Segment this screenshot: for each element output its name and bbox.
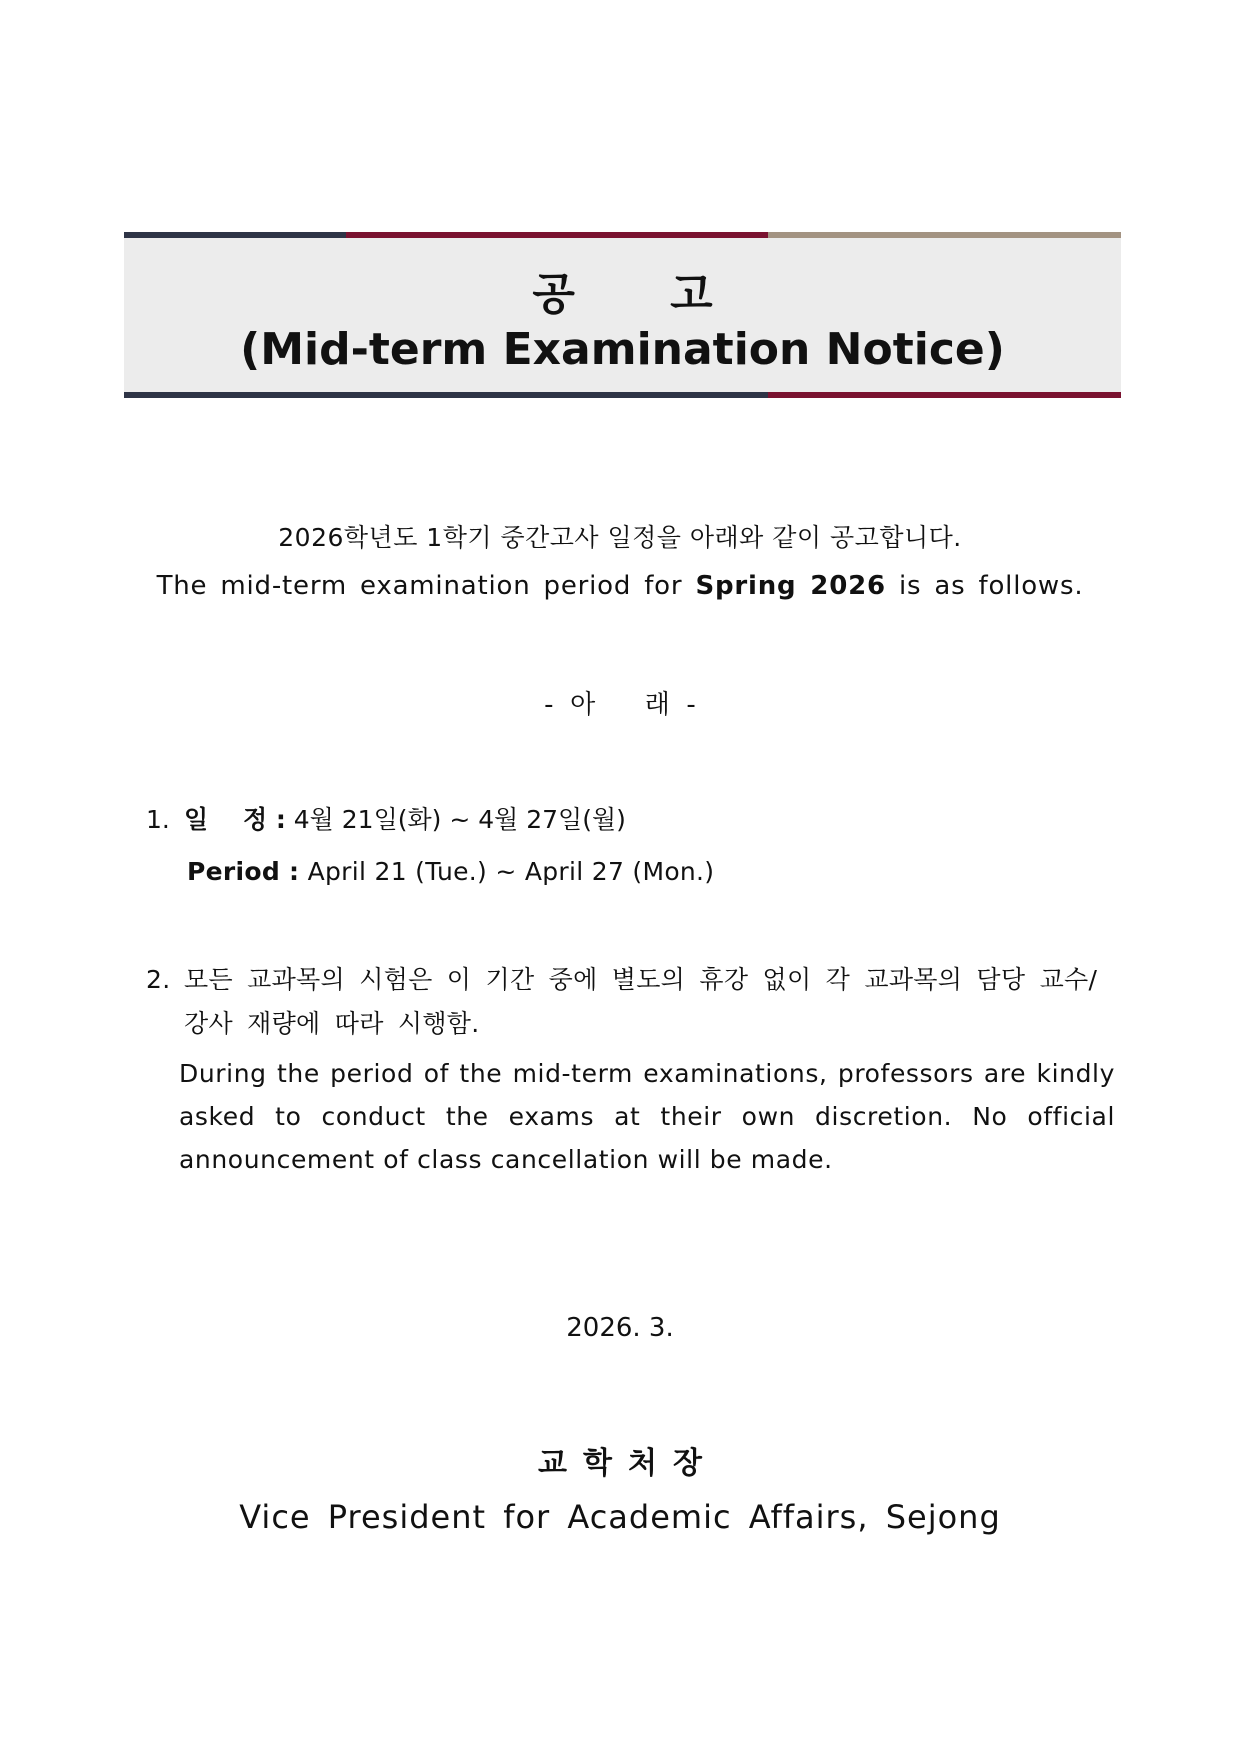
below-section-marker: - 아 래 - [544,690,696,720]
item-2-korean-line-1: 모든 교과목의 시험은 이 기간 중에 별도의 휴강 없이 각 교과목의 담당 교수/ [184,965,1098,994]
notice-title-korean: 공 고 [532,269,753,320]
item-1-schedule-korean [146,800,626,836]
item-2-text-english: During the period of the mid-term examinations, professors are kindly asked to conduct the exams at their own discretion. No official announcement of class cancellation will be made. [179,1059,1115,1174]
signer-title-english: Vice President for Academic Affairs, Sejong [239,1498,1001,1536]
intro-korean: 2026학년도 1학기 중간고사 일정을 아래와 같이 공고합니다. [278,523,962,552]
item-2-korean-line-2: 강사 재량에 따라 시행함. [184,1009,480,1038]
bottom-bar-navy-segment [124,392,768,398]
intro-english-after: is as follows. [885,571,1084,601]
top-bar-crimson-segment [346,232,768,238]
top-bar-navy-segment [124,232,346,238]
notice-title-english: (Mid-term Examination Notice) [240,324,1005,375]
item-1-value-english: April 21 (Tue.) ~ April 27 (Mon.) [299,857,715,886]
item-1-schedule-english [187,857,714,886]
item-2-number: 2. [146,965,171,994]
bottom-decorative-bar [124,392,1121,398]
item-2-text-korean-line-1 [146,960,1097,996]
item-1-label-korean: 일 정 : [184,805,286,834]
signer-title-korean: 교학처장 [538,1446,718,1481]
intro-english [0,571,1240,601]
notice-header-banner [124,232,1121,398]
notice-date: 2026. 3. [566,1313,674,1343]
intro-english-before: The mid-term examination period for [156,571,696,601]
item-1-number: 1. [146,805,170,834]
top-bar-taupe-segment [768,232,1121,238]
item-1-label-english: Period : [187,857,300,886]
intro-english-semester: Spring 2026 [695,571,886,601]
bottom-bar-crimson-segment [768,392,1121,398]
top-decorative-bar [124,232,1121,238]
item-1-value-korean: 4월 21일(화) ~ 4월 27일(월) [285,805,626,834]
